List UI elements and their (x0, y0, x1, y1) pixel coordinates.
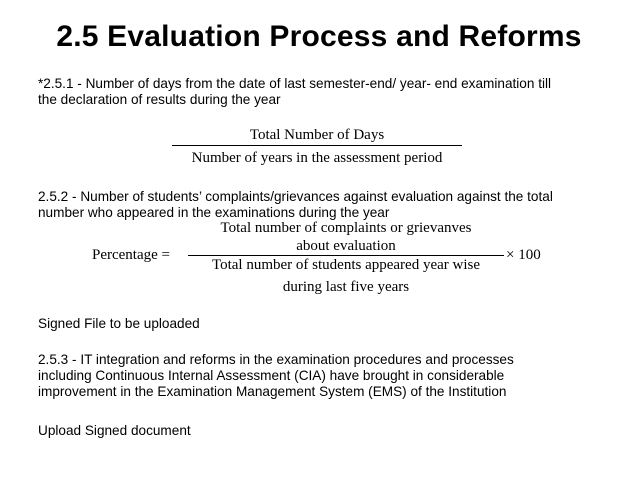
formula-percentage-lhs: Percentage = (92, 247, 171, 263)
formula-percentage-denominator-line1: Total number of students appeared year wise (211, 257, 481, 273)
upload-note: Upload Signed document (38, 423, 191, 438)
item-2-5-3 (38, 352, 613, 400)
formula-percentage-numerator-line2: about evaluation (296, 238, 396, 254)
signed-file-note: Signed File to be uploaded (38, 316, 200, 331)
item-2-5-1 (38, 76, 613, 108)
item-2-5-2 (38, 189, 613, 221)
formula-percentage-denominator-line2: during last five years (282, 279, 410, 295)
item-2-5-2-line1: 2.5.2 - Number of students’ complaints/grievances against evaluation against the total (38, 189, 553, 204)
item-2-5-1-line1: *2.5.1 - Number of days from the date of last semester-end/ year- end examination till (38, 76, 552, 91)
formula-percentage-numerator-line1: Total number of complaints or grievanves (220, 220, 472, 236)
slide-title: 2.5 Evaluation Process and Reforms (56, 20, 582, 53)
formula-days-fraction (172, 126, 462, 167)
formula-days-denominator: Number of years in the assessment period (191, 150, 443, 166)
item-2-5-1-line2: the declaration of results during the year (38, 92, 281, 107)
formula-days-fraction-bar (172, 145, 462, 146)
item-2-5-3-line3: improvement in the Examination Management System (EMS) of the Institution (38, 384, 507, 399)
item-2-5-2-line2: number who appeared in the examinations during the year (38, 205, 390, 220)
formula-days-numerator: Total Number of Days (249, 127, 385, 143)
item-2-5-3-line2: including Continuous Internal Assessment (CIA) have brought in considerable (38, 368, 505, 383)
item-2-5-3-line1: 2.5.3 - IT integration and reforms in the examination procedures and processes (38, 352, 514, 367)
formula-percentage-multiplier: × 100 (506, 247, 541, 263)
formula-percentage-fraction (188, 219, 504, 296)
